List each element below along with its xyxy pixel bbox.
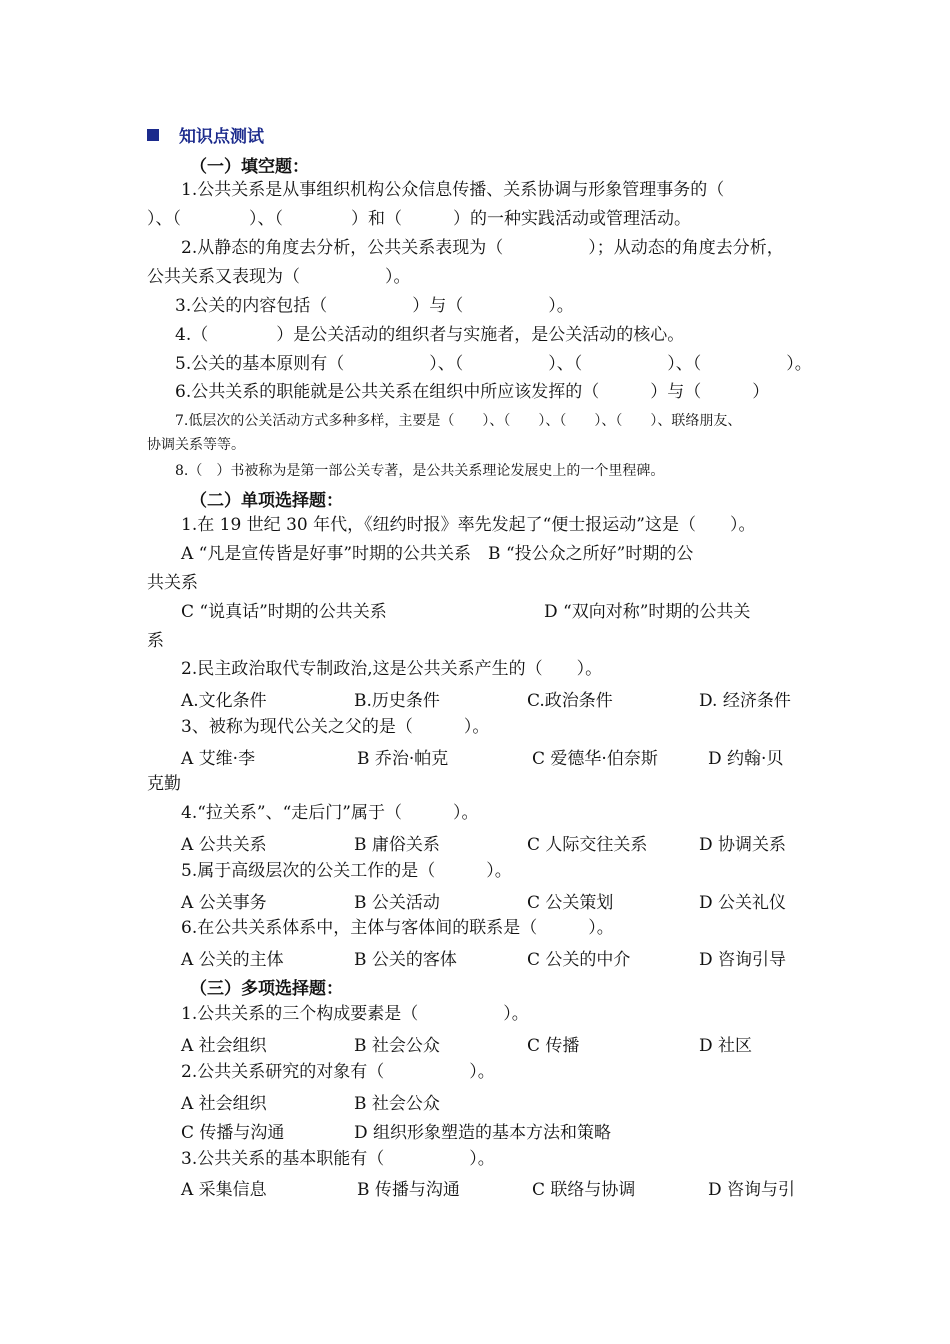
option-d: D. 经济条件 [699, 691, 791, 711]
single-q4-options [181, 830, 821, 854]
option-d: D 协调关系 [699, 835, 787, 855]
single-q3: 3、被称为现代公关之父的是（ ）。 [181, 717, 490, 737]
single-q5: 5.属于高级层次的公关工作的是（ ）。 [181, 861, 512, 881]
option-d: D 约翰·贝 [708, 749, 784, 769]
fill-q7-line1: 7.低层次的公关活动方式多种多样，主要是（ ）、（ ）、（ ）、（ ）、联络朋友、 [175, 413, 742, 429]
option-d: D 咨询引导 [699, 950, 787, 970]
fill-q3: 3.公关的内容包括（ ）与（ ）。 [175, 296, 574, 316]
option-a: A 艾维·李 [181, 749, 256, 769]
option-b: B 传播与沟通 [357, 1180, 460, 1200]
option-c: C 联络与协调 [532, 1180, 636, 1200]
single-q5-options [181, 888, 821, 912]
fill-q1-line1: 1.公共关系是从事组织机构公众信息传播、关系协调与形象管理事务的（ [181, 180, 725, 200]
option-b: B 庸俗关系 [354, 835, 440, 855]
single-q1: 1.在 19 世纪 30 年代，《纽约时报》率先发起了“便士报运动”这是（ ）。 [181, 515, 756, 535]
section-title: 知识点测试 [147, 122, 264, 146]
option-a: A.文化条件 [181, 691, 267, 711]
fill-q4: 4.（ ）是公关活动的组织者与实施者，是公关活动的核心。 [175, 325, 685, 345]
option-d: D 公关礼仪 [699, 893, 787, 913]
single-q4: 4.“拉关系”、“走后门”属于（ ）。 [181, 803, 479, 823]
option-c: C 爱德华·伯奈斯 [532, 749, 658, 769]
option-c: C 传播 [527, 1036, 580, 1056]
multi-q2: 2.公共关系研究的对象有（ ）。 [181, 1062, 495, 1082]
single-q6: 6.在公共关系体系中，主体与客体间的联系是（ ）。 [181, 918, 614, 938]
option-a: A 公关事务 [181, 893, 267, 913]
option-a: A 公关的主体 [181, 950, 284, 970]
fill-q2-line1: 2.从静态的角度去分析，公共关系表现为（ ）；从动态的角度去分析， [181, 238, 784, 258]
option-b: B 社会公众 [354, 1094, 440, 1114]
multi-q2-options-row2 [181, 1118, 821, 1142]
option-b: B 社会公众 [354, 1036, 440, 1056]
single-q1-option-d-cont: 系 [147, 631, 164, 651]
option-c: C 公关的中介 [527, 950, 631, 970]
option-a: A 采集信息 [181, 1180, 267, 1200]
multi-q1-options [181, 1031, 821, 1055]
option-a: A 公共关系 [181, 835, 267, 855]
option-d: D 咨询与引 [708, 1180, 796, 1200]
fill-heading: （一）填空题： [190, 157, 309, 177]
single-q2-options [181, 686, 821, 710]
option-b: B 乔治·帕克 [357, 749, 449, 769]
multi-q3: 3.公共关系的基本职能有（ ）。 [181, 1149, 495, 1169]
multi-q2-options-row1 [181, 1089, 821, 1113]
single-q2: 2.民主政治取代专制政治,这是公共关系产生的（ ）。 [181, 659, 603, 679]
option-d: D 组织形象塑造的基本方法和策略 [354, 1123, 612, 1143]
option-a: A 社会组织 [181, 1094, 267, 1114]
option-d: D 社区 [699, 1036, 753, 1056]
single-q3-options [181, 744, 821, 768]
option-c: C.政治条件 [527, 691, 613, 711]
fill-q8: 8.（ ）书被称为是第一部公关专著，是公共关系理论发展史上的一个里程碑。 [175, 463, 665, 479]
fill-q7-line2: 协调关系等等。 [147, 437, 245, 453]
square-bullet-icon [147, 129, 159, 141]
multi-heading: （三）多项选择题： [190, 979, 343, 999]
single-q1-options-ab-cont: 共关系 [147, 573, 198, 593]
option-b: B.历史条件 [354, 691, 440, 711]
single-q1-options-ab: A “凡是宣传皆是好事”时期的公共关系 B “投公众之所好”时期的公 [181, 544, 694, 564]
single-q6-options [181, 945, 821, 969]
single-heading: （二）单项选择题： [190, 491, 343, 511]
single-q1-option-d: D “双向对称”时期的公共关 [544, 602, 751, 622]
fill-q6: 6.公共关系的职能就是公共关系在组织中所应该发挥的（ ）与（ ） [175, 382, 770, 402]
option-b: B 公关活动 [354, 893, 440, 913]
fill-q5: 5.公关的基本原则有（ ）、（ ）、（ ）、（ ）。 [175, 354, 812, 374]
option-c: C 传播与沟通 [181, 1123, 285, 1143]
multi-q1: 1.公共关系的三个构成要素是（ ）。 [181, 1004, 529, 1024]
single-q3-option-d-cont: 克勤 [147, 774, 181, 794]
option-c: C 公关策划 [527, 893, 614, 913]
multi-q3-options [181, 1175, 821, 1199]
fill-q2-line2: 公共关系又表现为（ ）。 [147, 267, 411, 287]
fill-q1-line2: ）、（ ）、（ ）和（ ）的一种实践活动或管理活动。 [147, 209, 691, 229]
single-q1-option-c: C “说真话”时期的公共关系 [181, 602, 387, 622]
option-b: B 公关的客体 [354, 950, 457, 970]
option-a: A 社会组织 [181, 1036, 267, 1056]
option-c: C 人际交往关系 [527, 835, 648, 855]
